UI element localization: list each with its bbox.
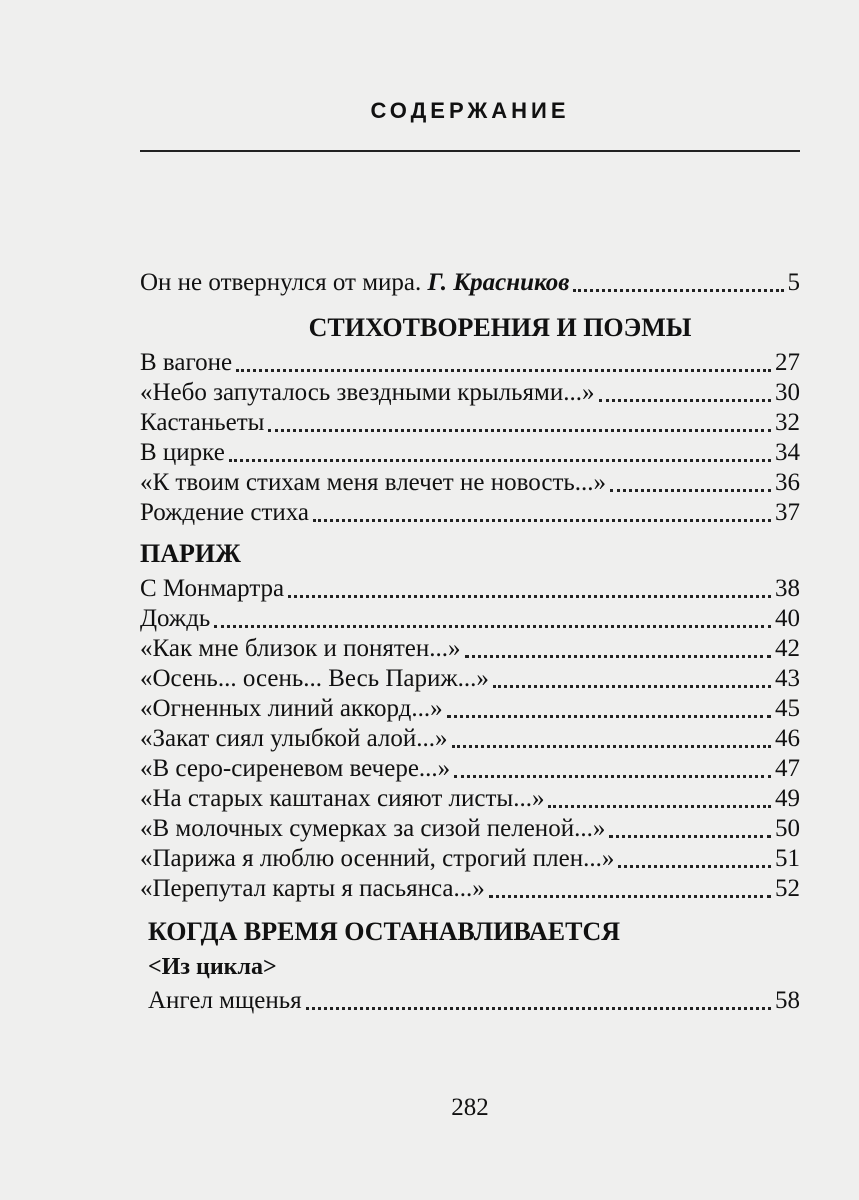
toc-entry: «Огненных линий аккорд...» 45 — [140, 695, 800, 722]
cycle-subheading: <Из цикла> — [148, 954, 277, 980]
toc-entry-title: Он не отвернулся от мира. Г. Красников — [140, 269, 570, 296]
toc-entry: В вагоне 27 — [140, 349, 800, 376]
toc-entry: Кастаньеты 32 — [140, 409, 800, 436]
toc-entry: «Как мне близок и понятен...» 42 — [140, 635, 800, 662]
toc-entry: Рождение стиха 37 — [140, 499, 800, 526]
dot-leader — [573, 289, 783, 292]
section-heading-paris: ПАРИЖ — [140, 539, 241, 568]
toc-entry: «Закат сиял улыбкой алой...» 46 — [140, 725, 800, 752]
section-heading-time-stops: КОГДА ВРЕМЯ ОСТАНАВЛИВАЕТСЯ — [148, 917, 621, 946]
toc-entry-page: 5 — [787, 269, 800, 296]
toc-entry: «На старых каштанах сияют листы...» 49 — [140, 785, 800, 812]
toc-entry: «В серо-сиреневом вечере...» 47 — [140, 755, 800, 782]
toc-entry-intro — [140, 268, 800, 298]
toc-entry: «Небо запуталось звездными крыльями...» 30 — [140, 379, 800, 406]
toc-entry: «Парижа я люблю осенний, строгий плен...» 51 — [140, 845, 800, 872]
toc-entry: «Перепутал карты я пасьянса...» 52 — [140, 875, 800, 902]
toc-entry: Ангел мщенья 58 — [148, 987, 800, 1014]
toc-entry: С Монмартра 38 — [140, 575, 800, 602]
contents-heading: СОДЕРЖАНИЕ — [370, 98, 570, 123]
toc-entry: Дождь 40 — [140, 605, 800, 632]
toc-entry: «К твоим стихам меня влечет не новость...» 36 — [140, 469, 800, 496]
toc-entry: «Осень... осень... Весь Париж...» 43 — [140, 665, 800, 692]
page-number: 282 — [451, 1094, 489, 1121]
heading-rule — [140, 150, 800, 152]
section-heading-poems: СТИХОТВОРЕНИЯ И ПОЭМЫ — [308, 313, 692, 342]
table-of-contents — [140, 268, 800, 1016]
toc-entry: «В молочных сумерках за сизой пеленой...» 50 — [140, 815, 800, 842]
toc-entry: В цирке 34 — [140, 439, 800, 466]
toc-entry-author: Г. Красников — [427, 269, 570, 296]
